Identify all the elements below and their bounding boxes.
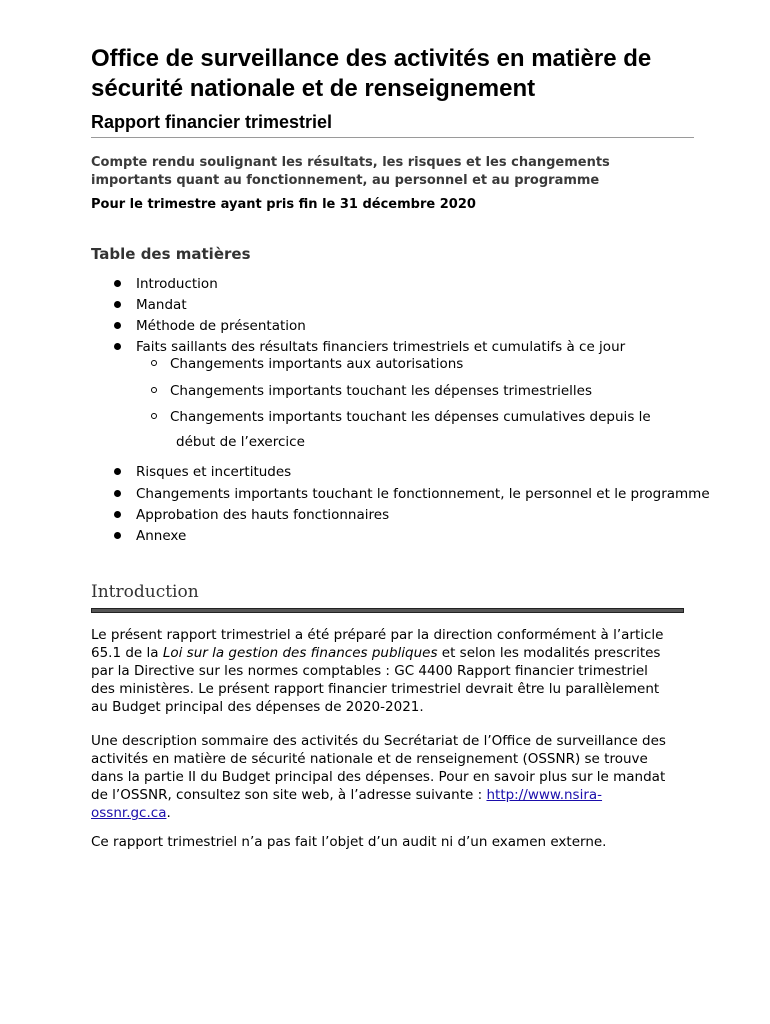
law-title: Loi sur la gestion des finances publiques bbox=[162, 645, 438, 661]
toc-item-label: Introduction bbox=[136, 276, 218, 292]
bullet-icon bbox=[114, 280, 121, 287]
intro-p2-period: . bbox=[166, 805, 171, 821]
reporting-period: Pour le trimestre ayant pris fin le 31 décembre 2020 bbox=[91, 197, 476, 212]
circle-bullet-icon bbox=[151, 387, 157, 393]
intro-paragraph-3: Ce rapport trimestriel n’a pas fait l’objet d’un audit ni d’un examen externe. bbox=[91, 834, 607, 850]
bullet-icon bbox=[114, 322, 121, 329]
toc-item-label: Risques et incertitudes bbox=[136, 464, 292, 480]
intro-p2-text: Une description sommaire des activités du Secrétariat de l’Office de surveillance des activités en matière de sécurité nationale et de renseignement (OSSNR) se trouve dans la partie II du Budget principal des dépenses. Pour en savoir plus sur le mandat de l’OSSNR, consultez son site web, à l’adresse suivante : bbox=[91, 733, 666, 803]
bullet-icon bbox=[114, 511, 121, 518]
toc-item-label: Annexe bbox=[136, 528, 187, 544]
intro-p1-text-end: et selon les modalités prescrites par la Directive sur les normes comptables : GC 4400 Rapport financier trimestriel des ministères. Le présent rapport financier trimestriel devrait être lu parallèlement au Budget principal des dépenses de 2020-2021. bbox=[91, 645, 661, 715]
circle-bullet-icon bbox=[151, 360, 157, 366]
toc-item-label: Méthode de présentation bbox=[136, 318, 306, 334]
bullet-icon bbox=[114, 468, 121, 475]
title-divider bbox=[91, 137, 694, 138]
toc-heading: Table des matières bbox=[91, 245, 251, 263]
toc-item-label: Mandat bbox=[136, 297, 187, 313]
website-link[interactable]: http://www.nsira-ossnr.gc.ca bbox=[91, 787, 603, 821]
bullet-icon bbox=[114, 532, 121, 539]
intro-p1-text-start: Le présent rapport trimestriel a été préparé par la direction conformément à l’article 65.1 de la bbox=[91, 627, 664, 661]
toc-subitem-label: Changements importants aux autorisations bbox=[170, 356, 464, 372]
toc-subitem-label: Changements importants touchant les dépenses cumulatives depuis le bbox=[170, 409, 651, 425]
introduction-divider bbox=[91, 608, 684, 613]
organization-title: Office de surveillance des activités en matière de sécurité nationale et de renseignement bbox=[91, 45, 652, 102]
toc-subitem-label: Changements importants touchant les dépenses trimestrielles bbox=[170, 383, 593, 399]
report-subtitle: Compte rendu soulignant les résultats, les risques et les changements importants quant au fonctionnement, au personnel et au programme bbox=[91, 155, 610, 188]
bullet-icon bbox=[114, 343, 121, 350]
bullet-icon bbox=[114, 301, 121, 308]
intro-paragraph-1 bbox=[91, 626, 671, 716]
intro-paragraph-2 bbox=[91, 732, 671, 822]
bullet-icon bbox=[114, 490, 121, 497]
toc-subitem-continuation[interactable]: début de l’exercice bbox=[176, 434, 305, 450]
introduction-heading: Introduction bbox=[91, 582, 199, 602]
toc-item-label: Changements importants touchant le fonctionnement, le personnel et le programme bbox=[136, 486, 710, 502]
report-title: Rapport financier trimestriel bbox=[91, 112, 333, 132]
toc-item-label: Approbation des hauts fonctionnaires bbox=[136, 507, 390, 523]
toc-item-label: Faits saillants des résultats financiers trimestriels et cumulatifs à ce jour bbox=[136, 339, 626, 355]
circle-bullet-icon bbox=[151, 413, 157, 419]
